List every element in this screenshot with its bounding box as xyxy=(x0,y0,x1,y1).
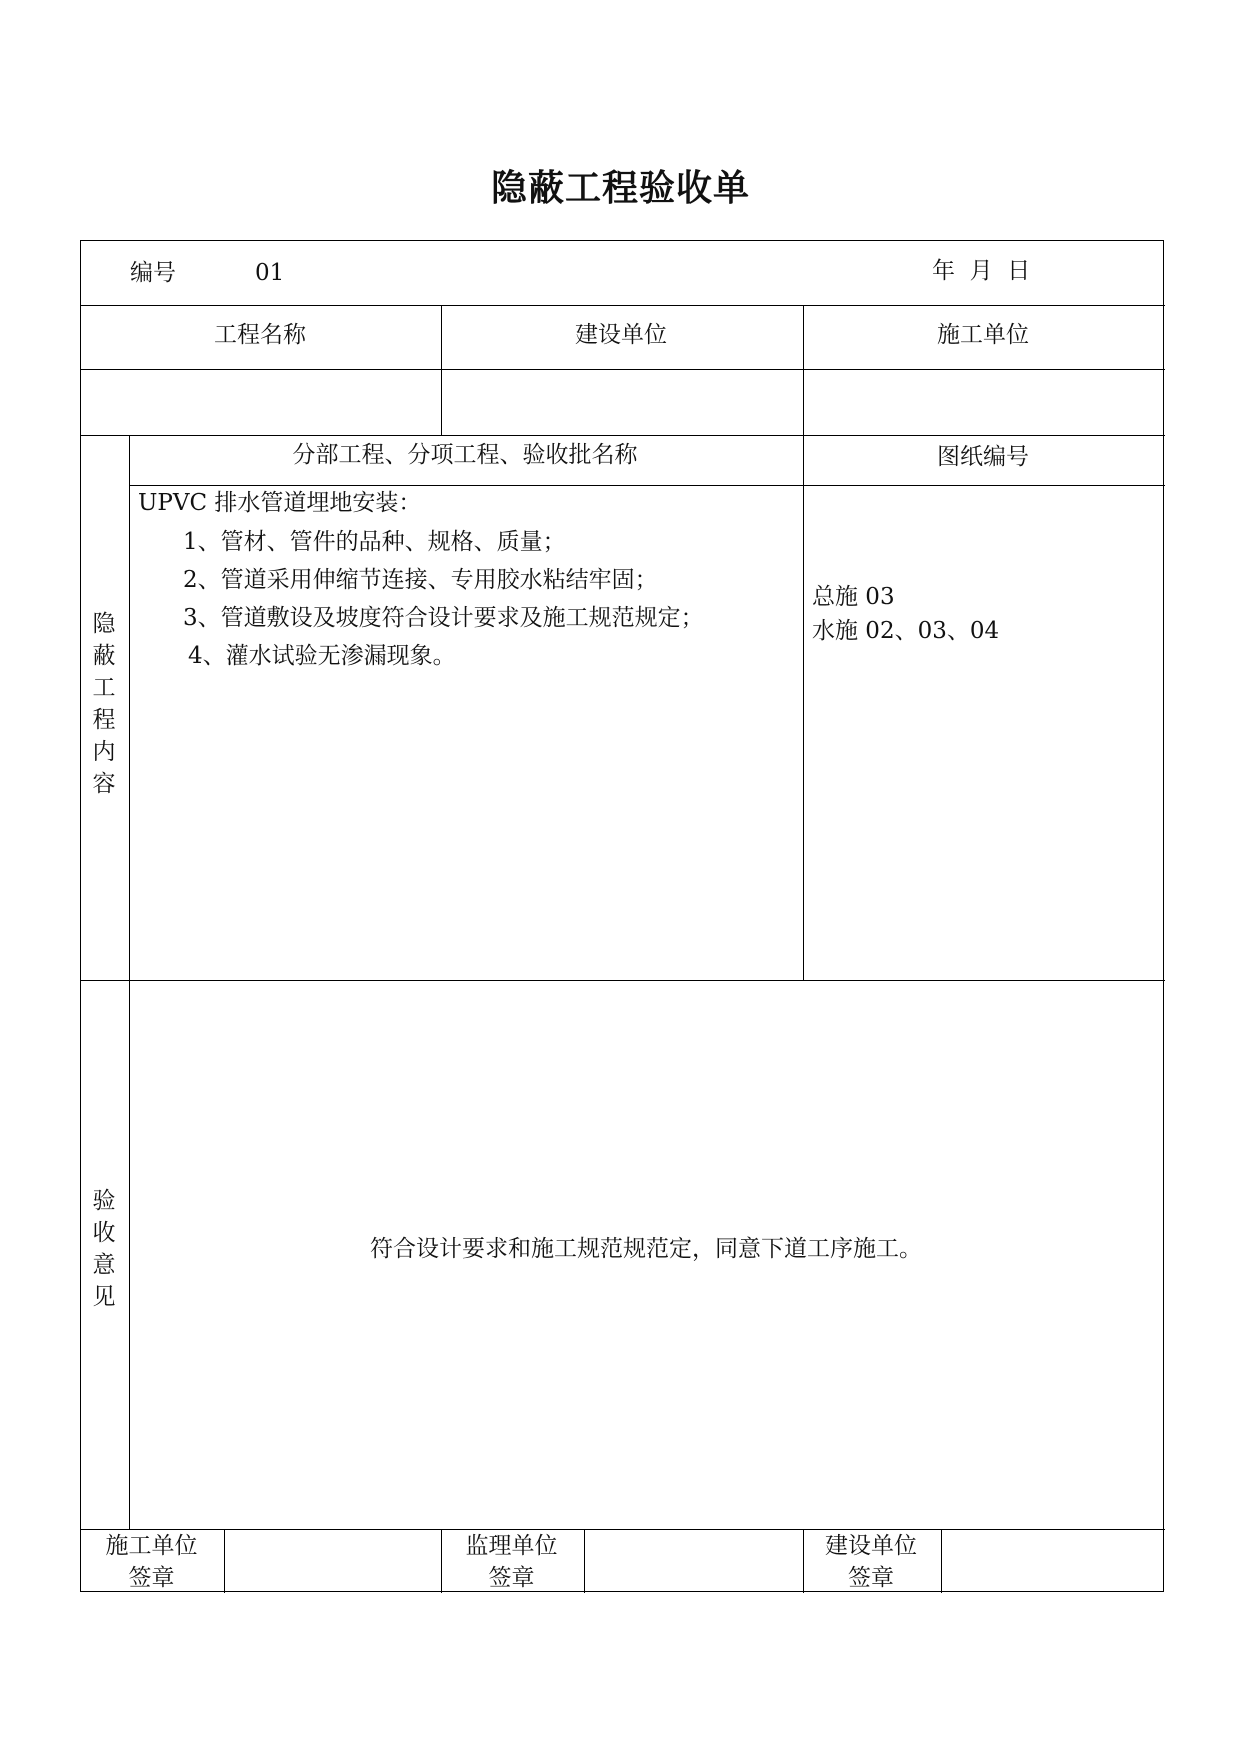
label-char: 程 xyxy=(92,707,116,733)
signature-line: 签章 xyxy=(128,1565,175,1591)
form-title: 隐蔽工程验收单 xyxy=(490,167,750,209)
content-item: 2、管道采用伸缩节连接、专用胶水粘结牢固； xyxy=(183,567,658,593)
owner-unit-value[interactable] xyxy=(440,369,802,433)
label-char: 工 xyxy=(92,675,116,701)
signature-line: 监理单位 xyxy=(465,1533,558,1559)
construction-unit-signature-field[interactable] xyxy=(223,1528,440,1592)
acceptance-opinion-text: 符合设计要求和施工规范规范定，同意下道工序施工。 xyxy=(370,1236,922,1262)
signature-line: 签章 xyxy=(848,1565,894,1591)
content-heading: UPVC 排水管道埋地安装： xyxy=(138,490,422,516)
row-divider xyxy=(81,980,1165,981)
number-value: 01 xyxy=(255,260,285,286)
construction-unit-header: 施工单位 xyxy=(937,322,1029,348)
row-divider xyxy=(129,485,1165,486)
hidden-work-content-label xyxy=(80,608,128,800)
label-char: 验 xyxy=(92,1188,116,1214)
date-label: 年 月 日 xyxy=(932,258,1031,284)
drawing-number-header: 图纸编号 xyxy=(937,444,1029,470)
col-divider xyxy=(129,435,130,1529)
number-label: 编号 xyxy=(130,260,176,286)
label-char: 见 xyxy=(92,1284,116,1310)
signature-line: 建设单位 xyxy=(825,1533,917,1559)
label-char: 容 xyxy=(92,771,116,797)
content-item: 1、管材、管件的品种、规格、质量； xyxy=(183,529,566,555)
col-divider xyxy=(803,435,804,980)
label-char: 内 xyxy=(92,739,116,765)
project-name-value[interactable] xyxy=(80,369,440,433)
supervision-unit-signature-label xyxy=(440,1530,583,1594)
label-char: 蔽 xyxy=(92,643,116,669)
project-name-header: 工程名称 xyxy=(214,322,306,348)
construction-unit-signature-label xyxy=(80,1530,223,1594)
owner-unit-signature-label xyxy=(802,1530,940,1594)
acceptance-opinion-label xyxy=(80,1185,128,1313)
label-char: 隐 xyxy=(92,611,116,637)
drawing-number: 水施 02、03、04 xyxy=(812,618,1000,644)
label-char: 意 xyxy=(92,1252,116,1278)
content-item: 4、灌水试验无渗漏现象。 xyxy=(188,643,456,669)
owner-unit-header: 建设单位 xyxy=(575,322,667,348)
subitem-name-header: 分部工程、分项工程、验收批名称 xyxy=(292,442,638,468)
construction-unit-value[interactable] xyxy=(802,369,1164,433)
content-item: 3、管道敷设及坡度符合设计要求及施工规范规定； xyxy=(183,605,704,631)
row-divider xyxy=(81,435,1165,436)
signature-line: 签章 xyxy=(488,1565,535,1591)
supervision-unit-signature-field[interactable] xyxy=(583,1528,802,1592)
owner-unit-signature-field[interactable] xyxy=(940,1528,1164,1592)
drawing-number: 总施 03 xyxy=(812,584,895,610)
signature-line: 施工单位 xyxy=(105,1533,198,1559)
row-divider xyxy=(81,305,1165,306)
label-char: 收 xyxy=(92,1220,116,1246)
